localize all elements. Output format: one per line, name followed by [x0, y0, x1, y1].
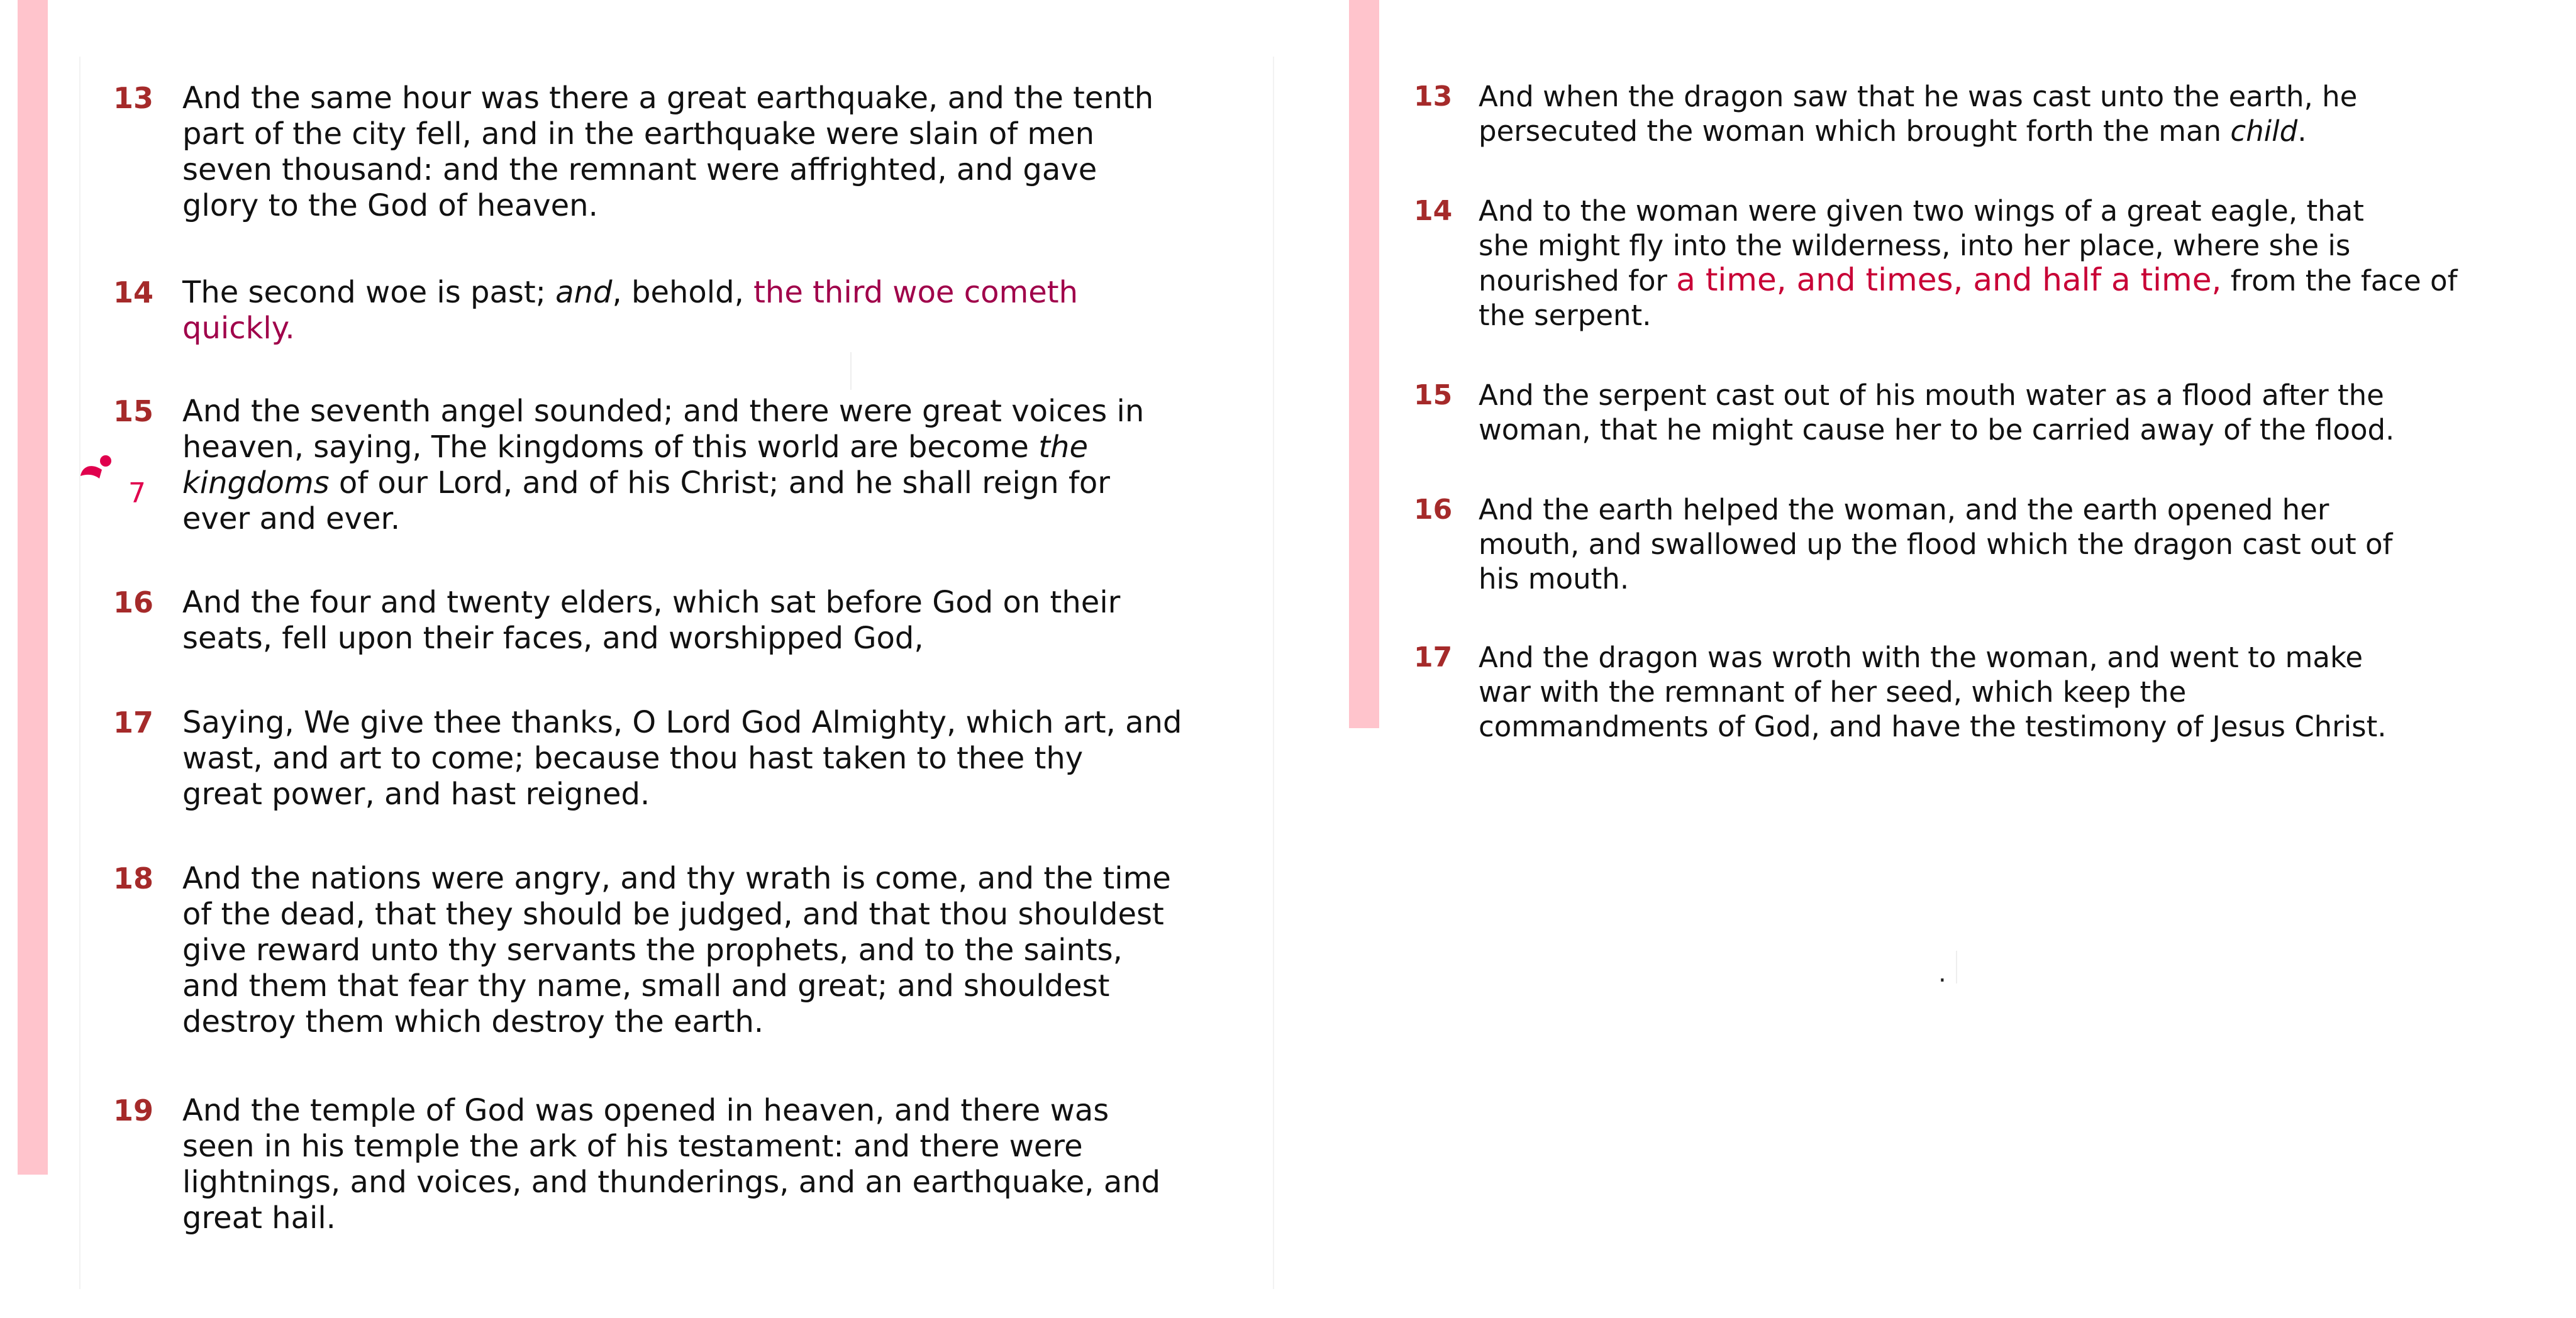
highlighted-phrase: a time, and times, and half a time, [1676, 262, 2222, 298]
verse-18-left [113, 861, 1264, 1040]
verse-13-right [1414, 79, 2558, 148]
verse-text-plain: from the face of the serpent. [1479, 264, 2458, 332]
verse-text: And the same hour was there a great earthquake, and the tenth part of the city fell, and in the earthquake were slain of men seven thousand: and the remnant were affrighted, and gave glory to the God of heaven. [182, 80, 1154, 223]
right-side-bar [1349, 0, 1379, 728]
verse-14-right [1414, 194, 2558, 333]
verse-text [182, 394, 1144, 537]
verse-text-italic: child [2230, 114, 2298, 148]
verse-number: 15 [1414, 379, 1453, 411]
verse-number: 13 [113, 81, 154, 115]
verse-text-plain: . [2297, 114, 2307, 148]
verse-text: Saying, We give thee thanks, O Lord God Almighty, which art, and wast, and art to come; because thou hast taken to thee thy great power, and hast reigned. [182, 705, 1182, 812]
verse-number: 16 [1414, 494, 1453, 526]
verse-number: 18 [113, 861, 154, 895]
verse-text-italic: kingdoms [182, 465, 330, 501]
verse-14-left [113, 275, 1264, 346]
left-side-bar [18, 0, 48, 1175]
verse-text-plain: of our Lord, and of his Christ; and he shall reign for ever and ever. [182, 465, 1110, 536]
verse-text: And the four and twenty elders, which sat before God on their seats, fell upon their faces, and worshipped God, [182, 585, 1121, 656]
verse-text [1479, 194, 2457, 333]
verse-text-plain: And the seventh angel sounded; and there were great voices in heaven, saying, The kingdoms of this world are become [182, 394, 1145, 465]
verse-number: 13 [1414, 80, 1453, 113]
divider [850, 352, 852, 390]
verse-text-plain: The second woe is past; [182, 275, 556, 310]
verse-number: 19 [113, 1094, 154, 1127]
verse-13-left [113, 80, 1264, 224]
verse-text: And the temple of God was opened in heaven, and there was seen in his temple the ark of his testament: and there were lightnings, and voices, and thunderings, and an earthquake, and great hail. [182, 1093, 1161, 1236]
verse-16-right [1414, 492, 2558, 596]
verse-15-right [1414, 378, 2558, 447]
verse-17-right [1414, 640, 2558, 744]
verse-15-left [113, 394, 1264, 537]
verse-19-left [113, 1093, 1264, 1236]
verse-number: 14 [1414, 195, 1453, 227]
angel-marker-number: 7 [128, 477, 146, 509]
verse-number: 15 [113, 394, 154, 428]
verse-number: 16 [113, 585, 154, 619]
verse-text [182, 275, 1078, 346]
verse-text-plain: , behold, [612, 275, 754, 310]
highlighted-phrase: the third woe cometh quickly. [182, 275, 1079, 346]
verse-text: And the earth helped the woman, and the earth opened her mouth, and swallowed up the flood which the dragon cast out of his mouth. [1479, 493, 2393, 595]
verse-text-plain: And to the woman were given two wings of a great eagle, that she might fly into the wilderness, into her place, where she is nourished for [1479, 194, 2364, 297]
verse-text-plain: And when the dragon saw that he was cast unto the earth, he persecuted the woman which brought forth the man [1479, 80, 2358, 148]
verse-text-italic: the [1038, 429, 1088, 465]
verse-number: 17 [113, 706, 154, 739]
verse-text [1479, 79, 2357, 148]
verse-number: 14 [113, 275, 154, 309]
stray-mark: . [1938, 959, 1946, 988]
verse-text: And the serpent cast out of his mouth water as a flood after the woman, that he might cause her to be carried away of the flood. [1479, 379, 2395, 446]
verse-17-left [113, 705, 1264, 812]
divider [1956, 951, 1957, 983]
verse-text: And the dragon was wroth with the woman, and went to make war with the remnant of her seed, which keep the commandments of God, and have the testimony of Jesus Christ. [1479, 641, 2387, 743]
verse-text-italic: and [555, 275, 613, 310]
verse-number: 17 [1414, 641, 1453, 673]
verse-16-left [113, 585, 1264, 656]
verse-text: And the nations were angry, and thy wrath is come, and the time of the dead, that they should be judged, and that thou shouldest give reward unto thy servants the prophets, and to the saints, and them that fear thy name, small and great; and shouldest destroy them which destroy the earth. [182, 861, 1171, 1039]
